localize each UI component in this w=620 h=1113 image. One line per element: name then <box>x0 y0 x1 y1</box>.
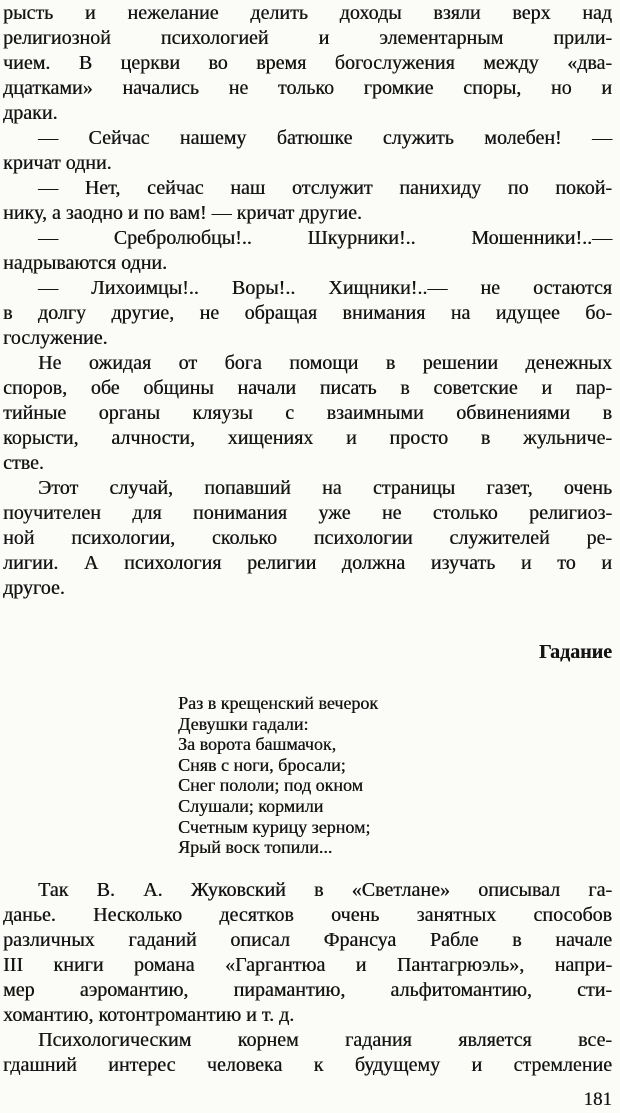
text-line: данье. Несколько десятков очень занятных способов <box>3 903 612 926</box>
text-line: — Сейчас нашему батюшке служить молебен! — <box>38 127 612 149</box>
text-line: лигии. А психология религии должна изучать и то и <box>3 552 612 574</box>
text-line: споров, обе общины начали писать в советские и пар- <box>3 377 612 399</box>
text-line: корысти, алчности, хищениях и просто в жульниче- <box>3 427 612 449</box>
text-line: драки. <box>3 102 58 124</box>
text-line: другое. <box>3 577 65 599</box>
text-line: стве. <box>3 452 44 474</box>
text-line: надрываются одни. <box>3 252 167 274</box>
text-line: Так В. А. Жуковский в «Светлане» описывал га- <box>38 878 612 901</box>
poem-line: Снег пололи; под окном <box>178 775 363 796</box>
main-text-block <box>3 1 612 601</box>
text-line: Психологическим корнем гадания является все- <box>38 1028 612 1051</box>
text-line: ной психологии, сколько психологии служителей ре- <box>3 527 612 549</box>
poem-line: Счетным курицу зерном; <box>178 816 371 837</box>
poem-block <box>178 693 612 858</box>
text-line: III книги романа «Гаргантюа и Пантагрюэль», напри- <box>3 953 612 976</box>
poem-line: Слушали; кормили <box>178 795 324 816</box>
text-line: нику, а заодно и по вам! — кричат другие. <box>3 202 362 224</box>
text-line: гослужение. <box>3 327 108 349</box>
text-line: чием. В церкви во время богослужения между «два- <box>3 52 612 74</box>
poem-line: Сняв с ноги, бросали; <box>178 754 346 775</box>
text-line: — Лихоимцы!.. Воры!.. Хищники!..— не остаются <box>38 277 612 299</box>
text-line: мер аэромантию, пирамантию, альфитомантию, сти- <box>3 978 612 1001</box>
poem-line: Девушки гадали: <box>178 713 309 734</box>
text-line: поучителен для понимания уже не столько религиоз- <box>3 502 612 524</box>
poem-line: Раз в крещенский вечерок <box>178 693 379 713</box>
text-line: рысть и нежелание делить доходы взяли верх над <box>3 2 612 24</box>
section-heading: Гадание <box>538 641 612 663</box>
page-number: 181 <box>583 1088 612 1110</box>
text-line: различных гаданий описал Франсуа Рабле в начале <box>3 928 612 951</box>
text-line: — Нет, сейчас наш отслужит панихиду по покой- <box>38 177 612 199</box>
text-line: религиозной психологией и элементарным прили- <box>3 27 612 49</box>
text-line: кричат одни. <box>3 152 112 174</box>
text-line: — Сребролюбцы!.. Шкурники!.. Мошенники!..— <box>38 227 612 249</box>
after-poem-text-block <box>3 878 612 1078</box>
text-line: гдашний интерес человека к будущему и стремление <box>3 1053 612 1076</box>
poem-line: Ярый воск топили... <box>178 837 333 858</box>
text-line: Этот случай, попавший на страницы газет, очень <box>38 477 612 499</box>
text-line: в долгу другие, не обращая внимания на идущее бо- <box>3 302 612 324</box>
text-line: тийные органы кляузы с взаимными обвинениями в <box>3 402 612 424</box>
text-line: хомантию, котонтромантию и т. д. <box>3 1003 295 1026</box>
poem-line: За ворота башмачок, <box>178 734 337 755</box>
text-line: дцатками» начались не только громкие споры, но и <box>3 77 612 99</box>
text-line: Не ожидая от бога помощи в решении денежных <box>38 352 612 374</box>
